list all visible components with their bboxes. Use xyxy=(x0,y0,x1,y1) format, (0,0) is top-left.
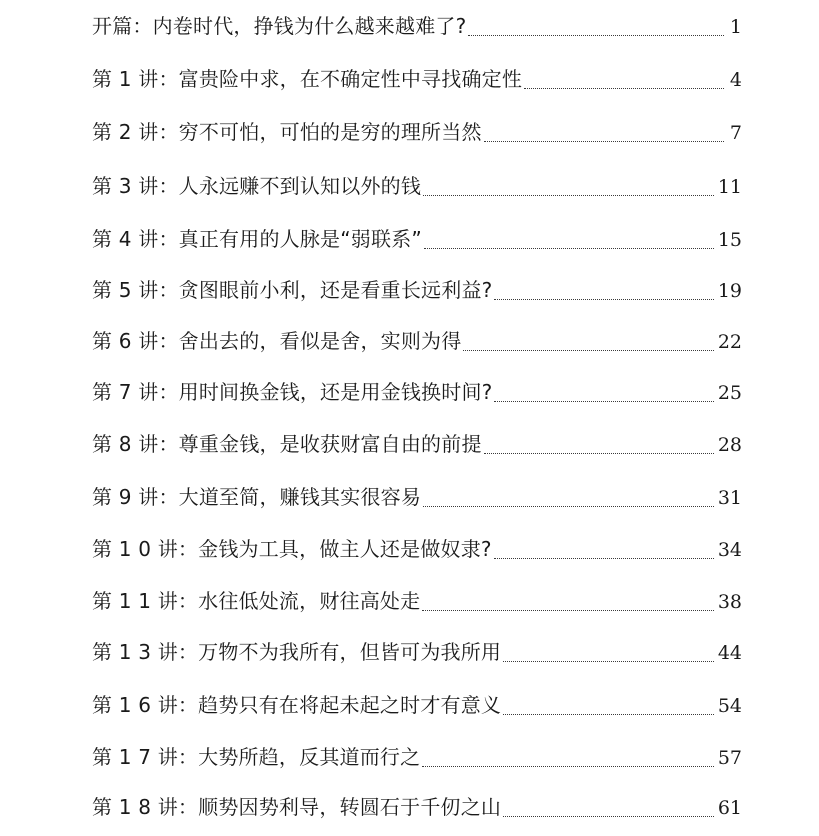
toc-entry[interactable] xyxy=(92,790,742,824)
toc-entry[interactable] xyxy=(92,532,742,566)
toc-entry-page: 15 xyxy=(717,229,742,251)
dot-leader xyxy=(494,299,713,300)
toc-entry-title: 第 6 讲：舍出去的，看似是舍，实则为得 xyxy=(92,329,462,353)
toc-entry-title: 第 7 讲：用时间换金钱，还是用金钱换时间? xyxy=(92,380,493,404)
toc-entry-page: 34 xyxy=(717,539,742,561)
toc-entry[interactable] xyxy=(92,688,742,722)
toc-entry-title: 第 8 讲：尊重金钱，是收获财富自由的前提 xyxy=(92,432,482,456)
toc-entry-page: 57 xyxy=(717,747,742,769)
toc-entry-title: 第 1 3 讲：万物不为我所有，但皆可为我所用 xyxy=(92,640,502,664)
toc-entry-title: 第 1 6 讲：趋势只有在将起未起之时才有意义 xyxy=(92,693,502,717)
toc-entry[interactable] xyxy=(92,375,742,409)
toc-entry[interactable] xyxy=(92,635,742,669)
dot-leader xyxy=(494,558,714,559)
toc-entry-title: 第 4 讲：真正有用的人脉是“弱联系” xyxy=(92,227,422,251)
toc-entry-title: 第 1 1 讲：水往低处流，财往高处走 xyxy=(92,589,421,613)
dot-leader xyxy=(463,350,713,351)
dot-leader xyxy=(524,88,724,89)
toc-entry[interactable] xyxy=(92,273,742,307)
toc-entry-page: 22 xyxy=(717,331,742,353)
toc-entry-page: 38 xyxy=(717,591,742,613)
toc-entry-page: 19 xyxy=(717,280,742,302)
toc-entry-page: 31 xyxy=(717,487,742,509)
toc-entry-title: 第 5 讲：贪图眼前小利，还是看重长远利益? xyxy=(92,278,493,302)
dot-leader xyxy=(422,766,713,767)
toc-entry[interactable] xyxy=(92,222,742,256)
dot-leader xyxy=(422,610,713,611)
toc-entry[interactable] xyxy=(92,115,742,149)
toc-entry[interactable] xyxy=(92,9,742,43)
toc-entry[interactable] xyxy=(92,324,742,358)
dot-leader xyxy=(484,453,714,454)
dot-leader xyxy=(423,506,714,507)
dot-leader xyxy=(503,714,714,715)
toc-entry-page: 25 xyxy=(717,382,742,404)
dot-leader xyxy=(494,401,713,402)
toc-entry-title: 第 3 讲：人永远赚不到认知以外的钱 xyxy=(92,174,422,198)
toc-entry-page: 54 xyxy=(717,695,742,717)
toc-entry-page: 44 xyxy=(717,642,742,664)
toc-entry[interactable] xyxy=(92,427,742,461)
dot-leader xyxy=(424,248,714,249)
toc-entry-page: 7 xyxy=(729,122,742,144)
dot-leader xyxy=(484,141,724,142)
toc-entry-title: 第 9 讲：大道至简，赚钱其实很容易 xyxy=(92,485,422,509)
toc-entry-page: 28 xyxy=(717,434,742,456)
toc-entry-page: 1 xyxy=(729,16,742,38)
toc-entry-title: 第 1 讲：富贵险中求，在不确定性中寻找确定性 xyxy=(92,67,523,91)
toc-entry-page: 61 xyxy=(717,797,742,819)
dot-leader xyxy=(468,35,724,36)
toc-entry[interactable] xyxy=(92,62,742,96)
toc-entry[interactable] xyxy=(92,584,742,618)
toc-entry-title: 第 1 8 讲：顺势因势利导，转圆石于千仞之山 xyxy=(92,795,502,819)
toc-entry-page: 11 xyxy=(717,176,742,198)
toc-entry[interactable] xyxy=(92,169,742,203)
toc-entry-title: 开篇：内卷时代，挣钱为什么越来越难了? xyxy=(92,14,467,38)
dot-leader xyxy=(503,816,714,817)
toc-entry-title: 第 2 讲：穷不可怕，可怕的是穷的理所当然 xyxy=(92,120,482,144)
toc-entry[interactable] xyxy=(92,740,742,774)
dot-leader xyxy=(503,661,714,662)
toc-entry[interactable] xyxy=(92,480,742,514)
dot-leader xyxy=(423,195,714,196)
toc-entry-title: 第 1 0 讲：金钱为工具，做主人还是做奴隶? xyxy=(92,537,492,561)
toc-entry-title: 第 1 7 讲：大势所趋，反其道而行之 xyxy=(92,745,421,769)
toc-entry-page: 4 xyxy=(729,69,742,91)
